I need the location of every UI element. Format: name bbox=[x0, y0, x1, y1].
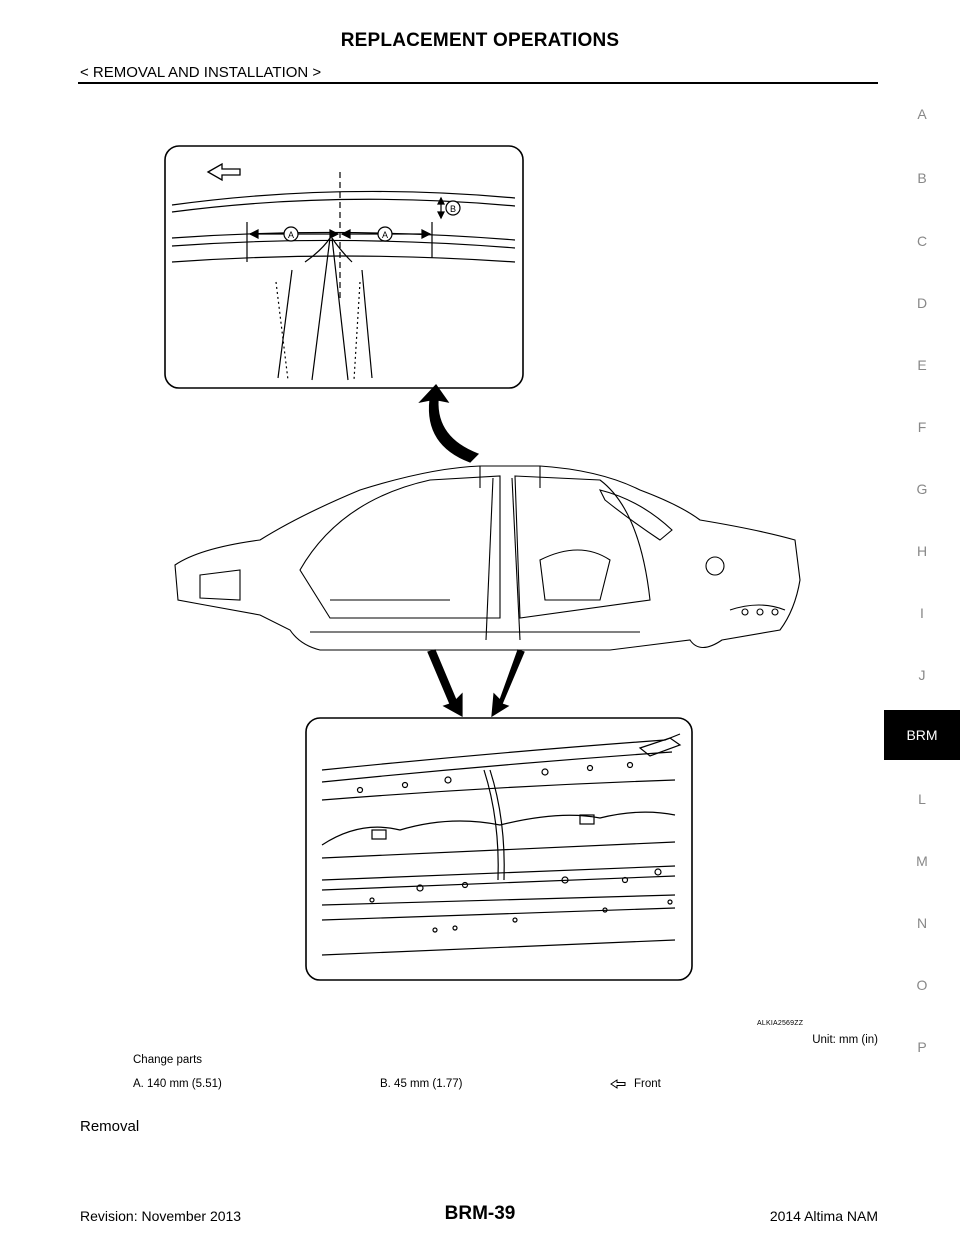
front-arrow-legend-icon bbox=[610, 1079, 626, 1089]
callout-a-left-label: A bbox=[287, 230, 295, 240]
index-tab-j[interactable]: J bbox=[918, 667, 926, 683]
unit-note: Unit: mm (in) bbox=[812, 1034, 878, 1046]
index-tab-d[interactable]: D bbox=[916, 295, 928, 311]
arrow-to-lower-detail-1 bbox=[428, 650, 462, 716]
upper-detail-panel bbox=[165, 146, 523, 388]
front-arrow-icon bbox=[208, 164, 240, 180]
index-tab-b[interactable]: B bbox=[917, 170, 927, 186]
index-tab-e[interactable]: E bbox=[917, 357, 927, 373]
figure-id: ALKIA2569ZZ bbox=[757, 1020, 804, 1027]
index-tab-g[interactable]: G bbox=[916, 481, 928, 497]
arrow-to-lower-detail-2 bbox=[492, 650, 524, 716]
removal-heading: Removal bbox=[80, 1118, 140, 1135]
page-number: BRM-39 bbox=[444, 1203, 516, 1224]
callout-b-label: B bbox=[449, 204, 457, 214]
legend-item-a: A. 140 mm (5.51) bbox=[133, 1078, 222, 1090]
index-tab-n[interactable]: N bbox=[916, 915, 928, 931]
index-tab-l[interactable]: L bbox=[918, 791, 926, 807]
legend-heading: Change parts bbox=[133, 1054, 203, 1066]
section-subtitle: < REMOVAL AND INSTALLATION > bbox=[80, 64, 322, 81]
index-tab-i[interactable]: I bbox=[920, 605, 924, 621]
footer-model: 2014 Altima NAM bbox=[769, 1208, 878, 1224]
index-tab-a[interactable]: A bbox=[917, 106, 927, 122]
index-tab-o[interactable]: O bbox=[916, 977, 928, 993]
page-title: REPLACEMENT OPERATIONS bbox=[340, 30, 620, 51]
legend-item-front bbox=[610, 1078, 661, 1090]
index-tab-p[interactable]: P bbox=[917, 1039, 927, 1055]
callout-a-right-label: A bbox=[381, 230, 389, 240]
index-tab-h[interactable]: H bbox=[916, 543, 928, 559]
index-tab-brm[interactable]: BRM bbox=[884, 710, 960, 760]
legend-front-label: Front bbox=[634, 1078, 661, 1090]
car-body-side bbox=[175, 466, 800, 650]
index-tab-m[interactable]: M bbox=[916, 853, 928, 869]
arrow-to-upper-detail bbox=[420, 385, 478, 462]
index-tab-c[interactable]: C bbox=[916, 233, 928, 249]
footer-revision: Revision: November 2013 bbox=[80, 1208, 242, 1224]
legend-item-b: B. 45 mm (1.77) bbox=[380, 1078, 463, 1090]
lower-detail-panel bbox=[306, 718, 692, 980]
index-tab-f[interactable]: F bbox=[917, 419, 927, 435]
